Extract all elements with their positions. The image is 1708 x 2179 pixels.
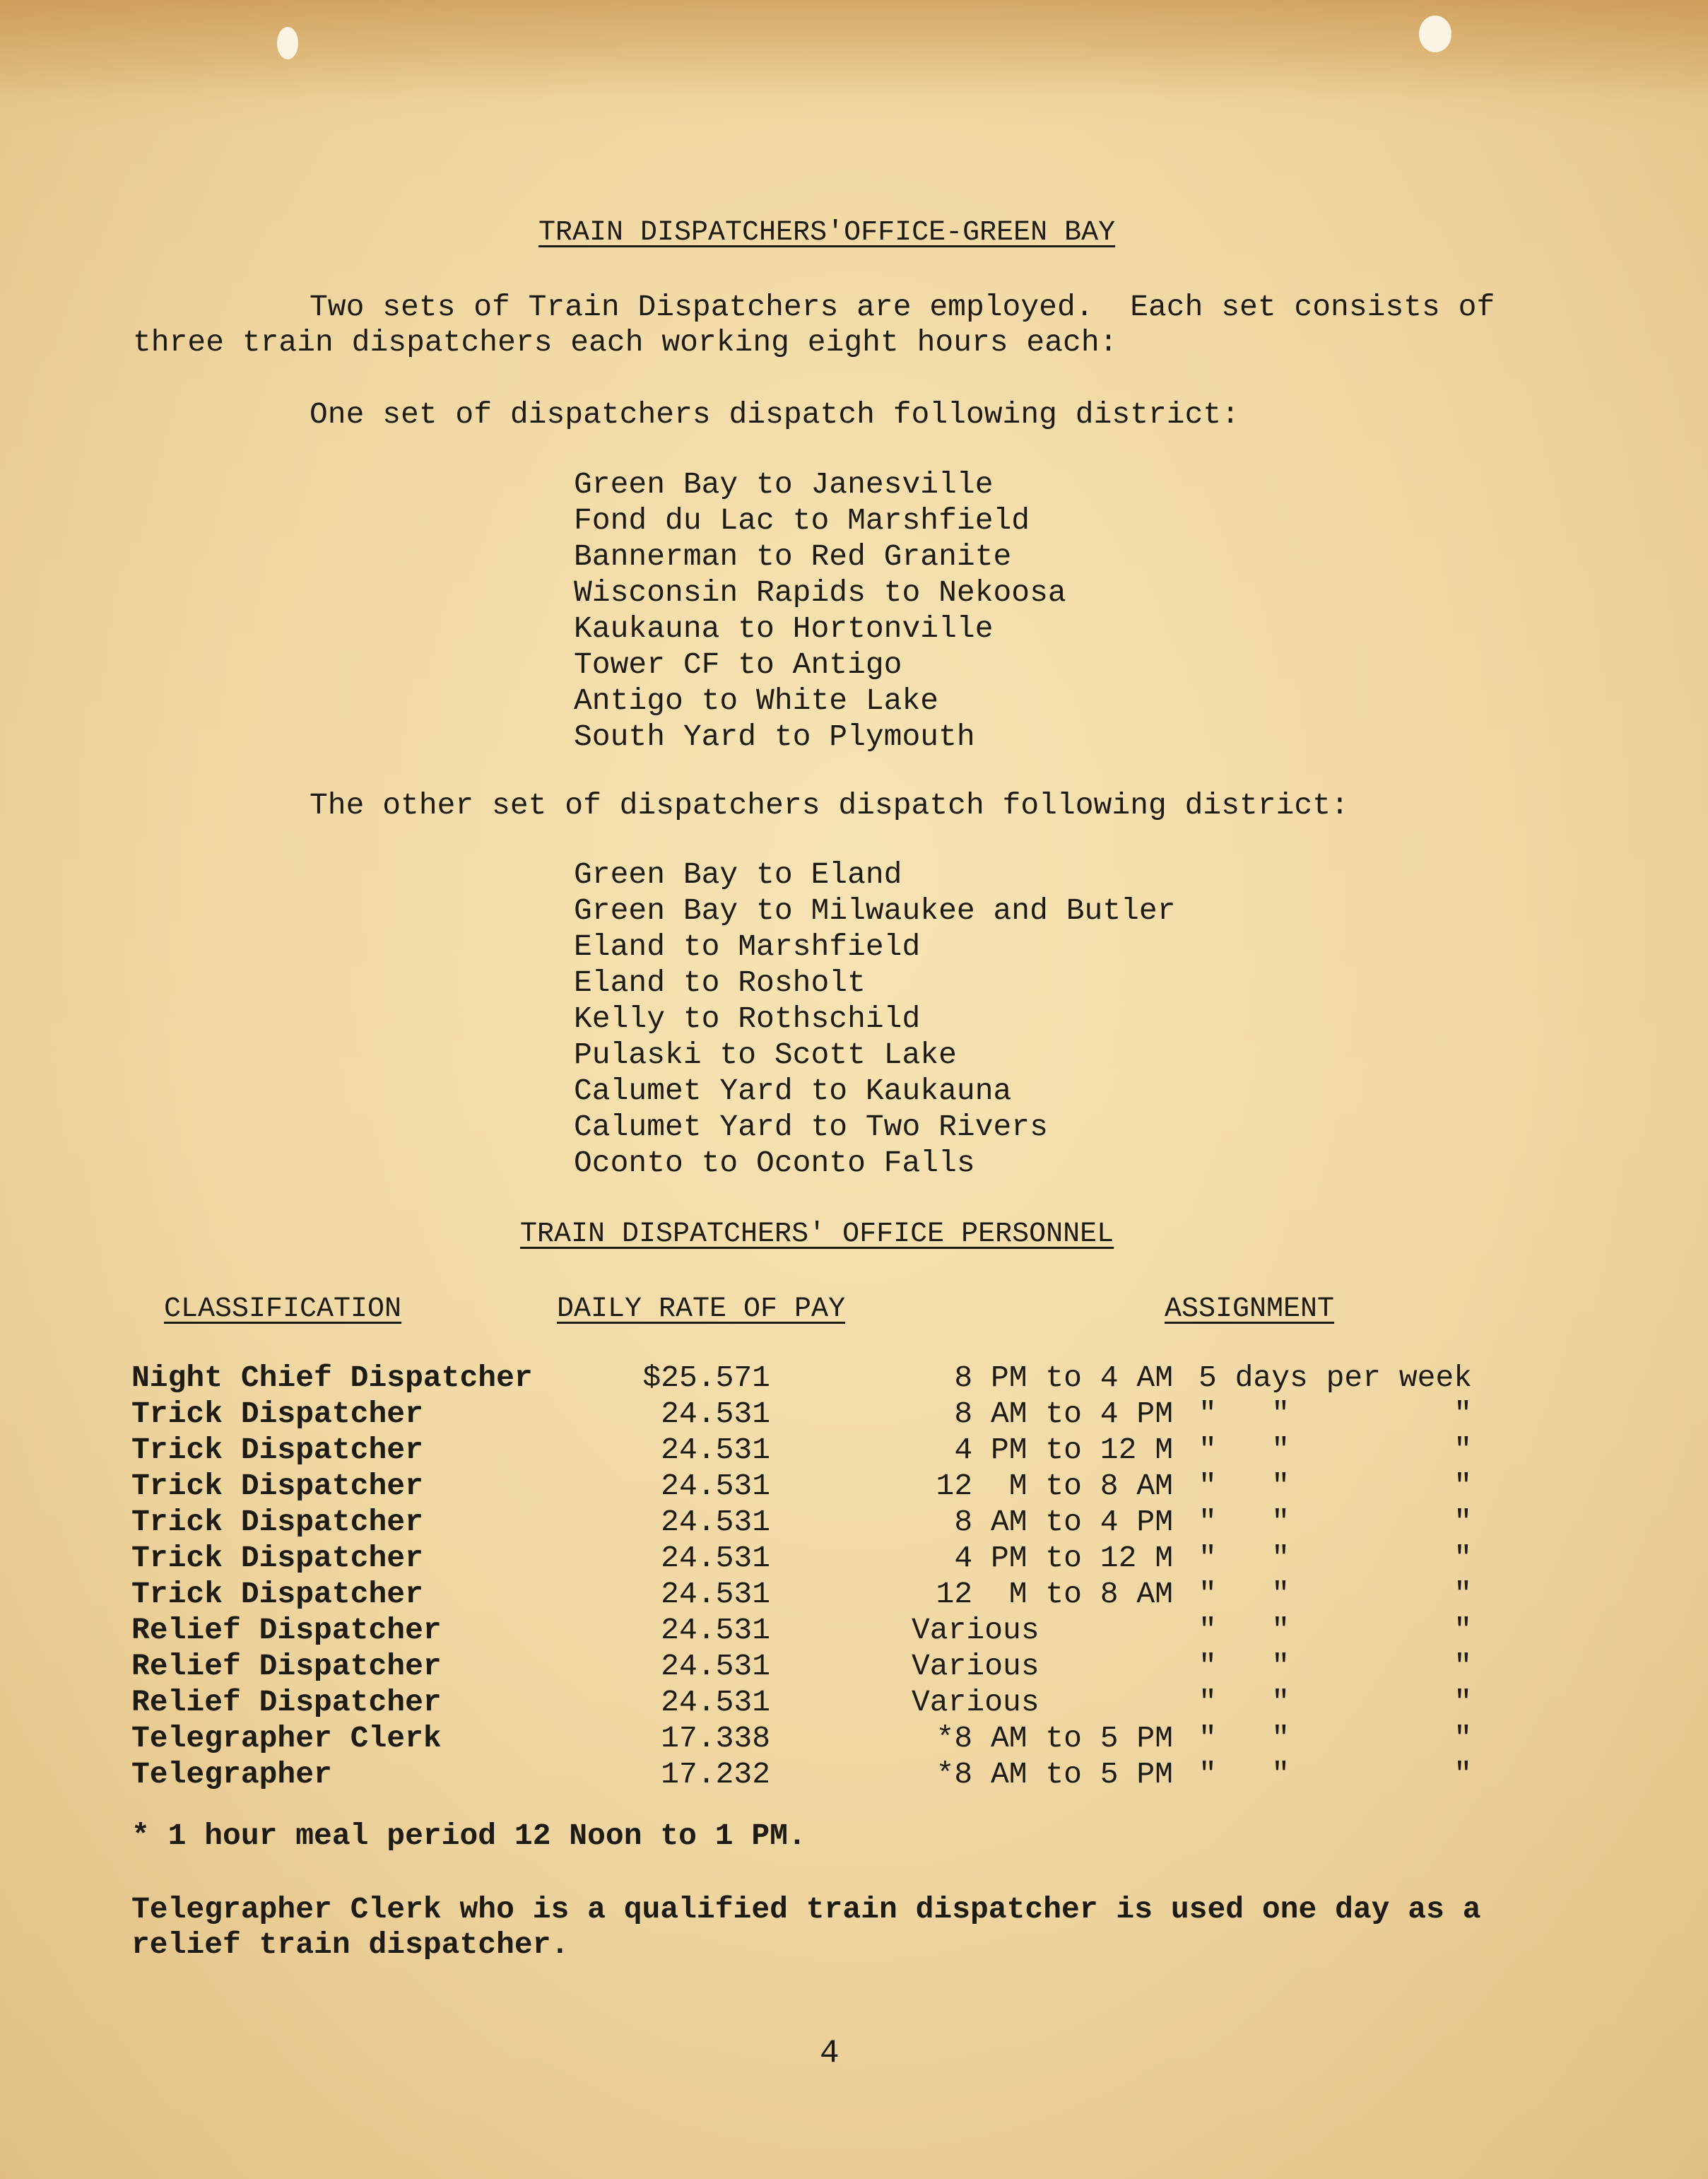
table-cell-rate: 17.232: [661, 1757, 770, 1792]
table-cell-classification: Trick Dispatcher: [131, 1541, 423, 1575]
table-cell-days: " " ": [1198, 1613, 1473, 1648]
district-item: Calumet Yard to Two Rivers: [574, 1110, 1048, 1144]
table-cell-days: " " ": [1198, 1721, 1473, 1756]
set1-heading: One set of dispatchers dispatch following district:: [310, 397, 1240, 432]
table-cell-days: " " ": [1198, 1505, 1473, 1539]
table-cell-hours: *8 AM to 5 PM: [936, 1757, 1173, 1792]
district-item: Eland to Marshfield: [574, 929, 921, 964]
footnote: * 1 hour meal period 12 Noon to 1 PM.: [131, 1819, 806, 1853]
table-cell-classification: Trick Dispatcher: [131, 1469, 423, 1503]
table-cell-days: " " ": [1198, 1577, 1473, 1611]
personnel-title: TRAIN DISPATCHERS' OFFICE PERSONNEL: [520, 1218, 1114, 1250]
table-cell-hours: 4 PM to 12 M: [954, 1433, 1173, 1467]
district-item: Kaukauna to Hortonville: [574, 611, 994, 646]
table-cell-classification: Relief Dispatcher: [131, 1613, 442, 1648]
table-cell-hours: *8 AM to 5 PM: [936, 1721, 1173, 1756]
table-cell-classification: Night Chief Dispatcher: [131, 1361, 533, 1395]
header-assignment: ASSIGNMENT: [1165, 1293, 1335, 1325]
table-cell-classification: Relief Dispatcher: [131, 1685, 442, 1720]
table-cell-rate: 24.531: [661, 1649, 770, 1684]
note-line-2: relief train dispatcher.: [131, 1927, 570, 1962]
table-cell-hours: Various: [912, 1685, 1039, 1720]
days-column: [1198, 1360, 1472, 1792]
table-cell-days: " " ": [1198, 1685, 1473, 1720]
table-cell-rate: 24.531: [661, 1397, 770, 1431]
table-cell-days: " " ": [1198, 1541, 1473, 1575]
set1-district-list: [574, 466, 1066, 755]
table-cell-days: " " ": [1198, 1649, 1473, 1684]
table-cell-hours: Various: [912, 1613, 1039, 1648]
district-item: Wisconsin Rapids to Nekoosa: [574, 575, 1066, 610]
table-cell-classification: Trick Dispatcher: [131, 1397, 423, 1431]
table-cell-hours: 8 AM to 4 PM: [954, 1397, 1173, 1431]
table-cell-classification: Telegrapher Clerk: [131, 1721, 442, 1756]
table-cell-hours: 8 AM to 4 PM: [954, 1505, 1173, 1539]
district-item: Green Bay to Eland: [574, 857, 902, 892]
header-daily-rate: DAILY RATE OF PAY: [557, 1293, 846, 1325]
district-item: Pulaski to Scott Lake: [574, 1038, 957, 1072]
table-cell-days: " " ": [1198, 1757, 1473, 1792]
punch-hole-right: [1419, 16, 1451, 52]
table-cell-rate: $25.571: [642, 1361, 770, 1395]
table-cell-hours: 12 M to 8 AM: [936, 1577, 1173, 1611]
rate-column: [622, 1360, 770, 1792]
hours-column: [912, 1360, 1173, 1792]
table-cell-classification: Trick Dispatcher: [131, 1577, 423, 1611]
district-item: Oconto to Oconto Falls: [574, 1146, 975, 1180]
table-cell-hours: 8 PM to 4 AM: [954, 1361, 1173, 1395]
district-item: Bannerman to Red Granite: [574, 539, 1012, 574]
table-cell-hours: 4 PM to 12 M: [954, 1541, 1173, 1575]
district-item: South Yard to Plymouth: [574, 720, 975, 754]
table-cell-rate: 24.531: [661, 1685, 770, 1720]
header-classification: CLASSIFICATION: [164, 1293, 402, 1325]
table-cell-classification: Telegrapher: [131, 1757, 332, 1792]
intro-line-1: Two sets of Train Dispatchers are employed. Each set consists of: [310, 290, 1495, 324]
table-cell-days: 5 days per week: [1198, 1361, 1473, 1395]
set2-heading: The other set of dispatchers dispatch following district:: [310, 788, 1349, 823]
table-cell-hours: Various: [912, 1649, 1039, 1684]
table-cell-classification: Trick Dispatcher: [131, 1505, 423, 1539]
district-item: Kelly to Rothschild: [574, 1002, 921, 1036]
page-title: TRAIN DISPATCHERS'OFFICE-GREEN BAY: [538, 217, 1116, 249]
intro-line-2: three train dispatchers each working eight hours each:: [133, 325, 1118, 360]
district-item: Fond du Lac to Marshfield: [574, 503, 1030, 538]
table-cell-rate: 17.338: [661, 1721, 770, 1756]
district-item: Calumet Yard to Kaukauna: [574, 1074, 1012, 1108]
table-cell-classification: Relief Dispatcher: [131, 1649, 442, 1684]
punch-hole-left: [277, 27, 298, 59]
district-item: Eland to Rosholt: [574, 965, 866, 1000]
table-cell-hours: 12 M to 8 AM: [936, 1469, 1173, 1503]
set2-district-list: [574, 857, 1176, 1181]
page-number: 4: [820, 2035, 840, 2072]
table-cell-rate: 24.531: [661, 1577, 770, 1611]
classification-column: [131, 1360, 533, 1792]
district-item: Green Bay to Janesville: [574, 467, 994, 502]
table-cell-days: " " ": [1198, 1469, 1473, 1503]
table-cell-rate: 24.531: [661, 1469, 770, 1503]
district-item: Tower CF to Antigo: [574, 647, 902, 682]
table-cell-rate: 24.531: [661, 1613, 770, 1648]
table-cell-rate: 24.531: [661, 1505, 770, 1539]
district-item: Green Bay to Milwaukee and Butler: [574, 893, 1176, 928]
table-cell-rate: 24.531: [661, 1433, 770, 1467]
table-cell-days: " " ": [1198, 1433, 1473, 1467]
paper-edge-shading: [0, 0, 1708, 99]
table-cell-classification: Trick Dispatcher: [131, 1433, 423, 1467]
table-cell-rate: 24.531: [661, 1541, 770, 1575]
table-cell-days: " " ": [1198, 1397, 1473, 1431]
district-item: Antigo to White Lake: [574, 683, 939, 718]
note-line-1: Telegrapher Clerk who is a qualified train dispatcher is used one day as a: [131, 1892, 1481, 1927]
